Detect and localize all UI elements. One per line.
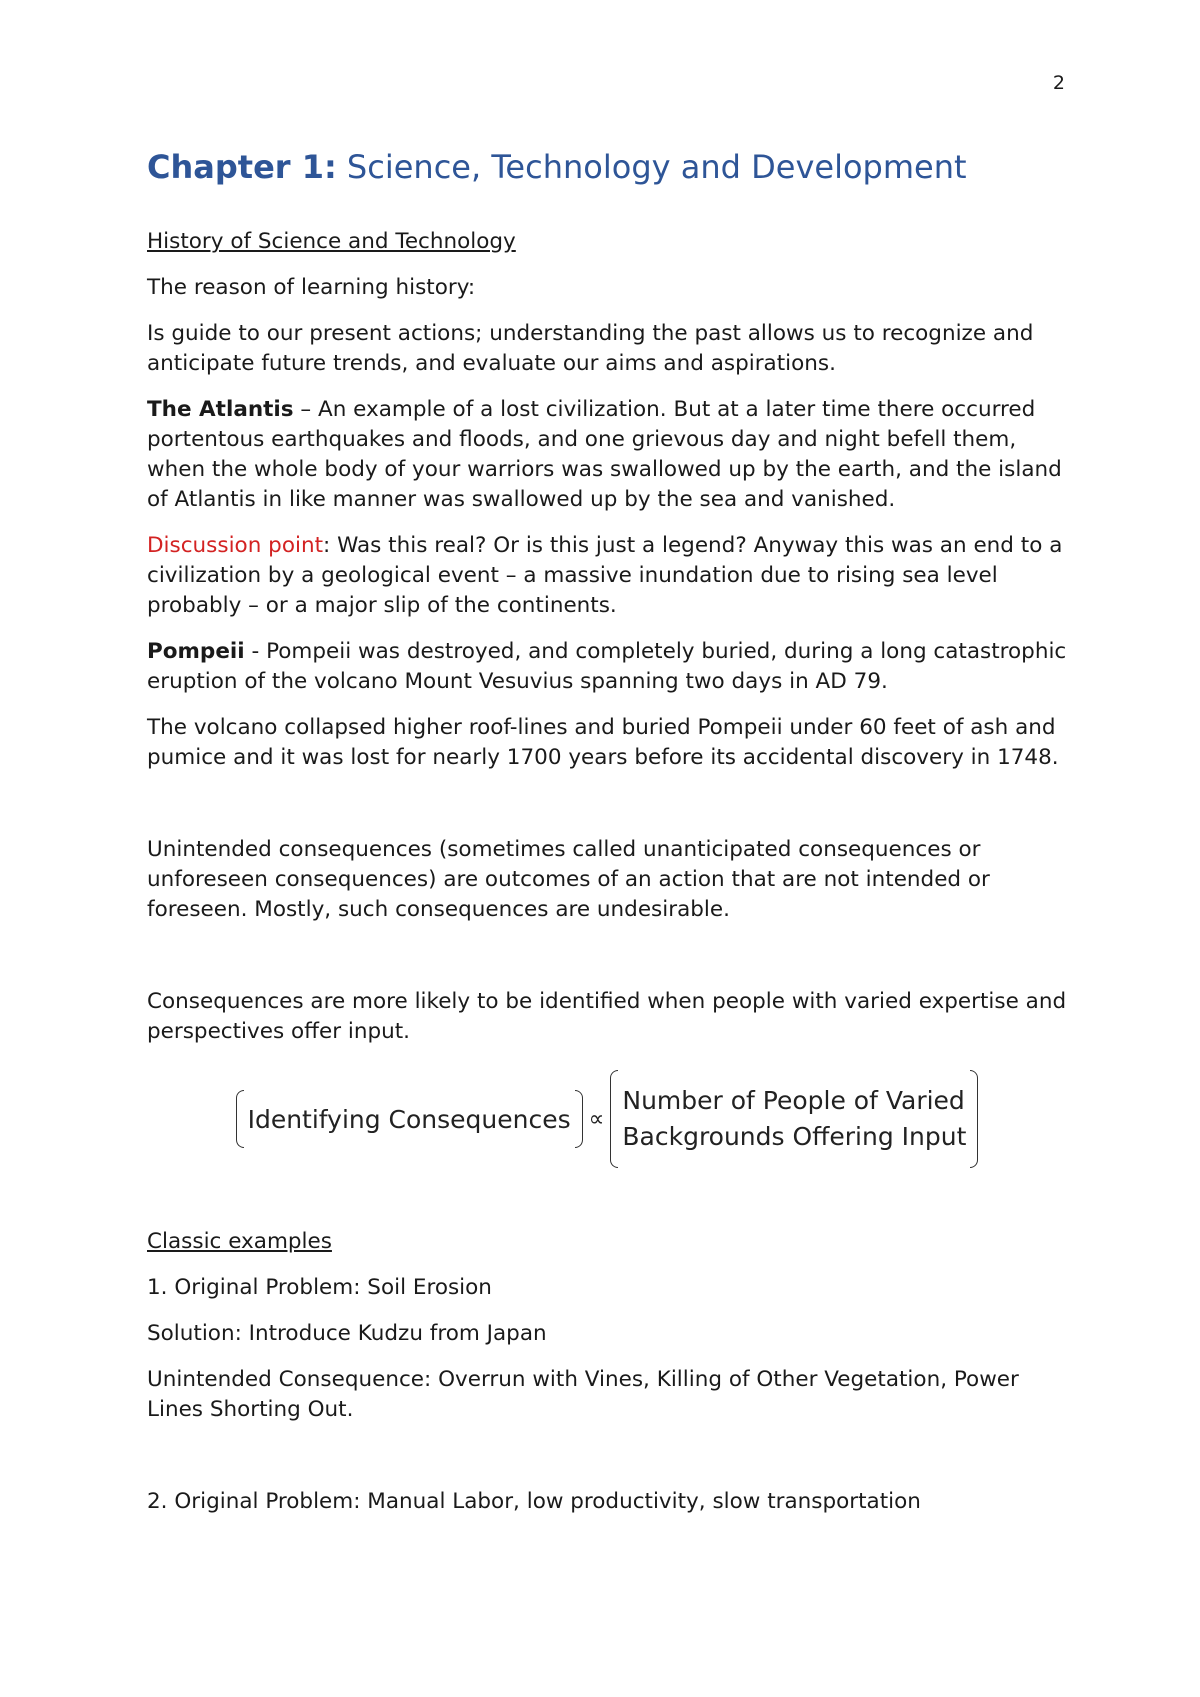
pompeii-paragraph	[147, 637, 1067, 697]
proportionality-formula	[147, 1067, 1067, 1171]
right-bracket-close	[970, 1070, 978, 1168]
formula-right-line2: Backgrounds Offering Input	[622, 1122, 967, 1151]
example1-solution: Solution: Introduce Kudzu from Japan	[147, 1321, 547, 1346]
discussion-paragraph	[147, 531, 1067, 621]
volcano-paragraph: The volcano collapsed higher roof-lines and buried Pompeii under 60 feet of ash and pumice and it was lost for nearly 1700 years before its accidental discovery in 1748.	[147, 715, 1059, 770]
chapter-title: Science, Technology and Development	[346, 148, 967, 186]
page-content	[147, 145, 1067, 1517]
atlantis-paragraph	[147, 395, 1067, 515]
formula-right-term	[610, 1070, 978, 1168]
formula-left-term	[236, 1090, 583, 1148]
left-bracket-open	[236, 1090, 244, 1148]
formula-right-line1: Number of People of Varied	[622, 1086, 965, 1115]
formula-left-text: Identifying Consequences	[247, 1104, 571, 1134]
chapter-heading	[147, 145, 1067, 189]
right-bracket-open	[610, 1070, 618, 1168]
pompeii-text: - Pompeii was destroyed, and completely buried, during a long catastrophic eruption of the volcano Mount Vesuvius spanning two days in AD 79.	[147, 639, 1067, 694]
formula-right-text	[618, 1083, 970, 1155]
page-number: 2	[1052, 72, 1065, 94]
pompeii-term: Pompeii	[147, 639, 245, 664]
discussion-text: : Was this real? Or is this just a legend? Anyway this was an end to a civilization by a geological event – a massive inundation due to rising sea level probably – or a major slip of the continents.	[147, 533, 1063, 618]
chapter-label: Chapter 1:	[147, 148, 337, 186]
reason-heading: The reason of learning history:	[147, 275, 476, 300]
left-bracket-close	[575, 1090, 583, 1148]
example2-problem: 2. Original Problem: Manual Labor, low productivity, slow transportation	[147, 1489, 921, 1514]
atlantis-term: The Atlantis	[147, 397, 294, 422]
discussion-label: Discussion point	[147, 533, 323, 558]
proportional-symbol: ∝	[588, 1106, 605, 1132]
example1-problem: 1. Original Problem: Soil Erosion	[147, 1275, 492, 1300]
example1-consequence: Unintended Consequence: Overrun with Vines, Killing of Other Vegetation, Power Lines Shorting Out.	[147, 1367, 1019, 1422]
unintended-paragraph: Unintended consequences (sometimes called unanticipated consequences or unforeseen consequences) are outcomes of an action that are not intended or foreseen. Mostly, such consequences are undesirable.	[147, 837, 990, 922]
atlantis-text: – An example of a lost civilization. But at a later time there occurred portentous earthquakes and floods, and one grievous day and night befell them, when the whole body of your warriors was swallowed up by the earth, and the island of Atlantis in like manner was swallowed up by the sea and vanished.	[147, 397, 1062, 512]
section-heading-classic: Classic examples	[147, 1229, 332, 1254]
consequences-paragraph: Consequences are more likely to be identified when people with varied expertise and perspectives offer input.	[147, 989, 1067, 1044]
section-heading-history: History of Science and Technology	[147, 229, 516, 254]
reason-paragraph: Is guide to our present actions; understanding the past allows us to recognize and anticipate future trends, and evaluate our aims and aspirations.	[147, 321, 1034, 376]
